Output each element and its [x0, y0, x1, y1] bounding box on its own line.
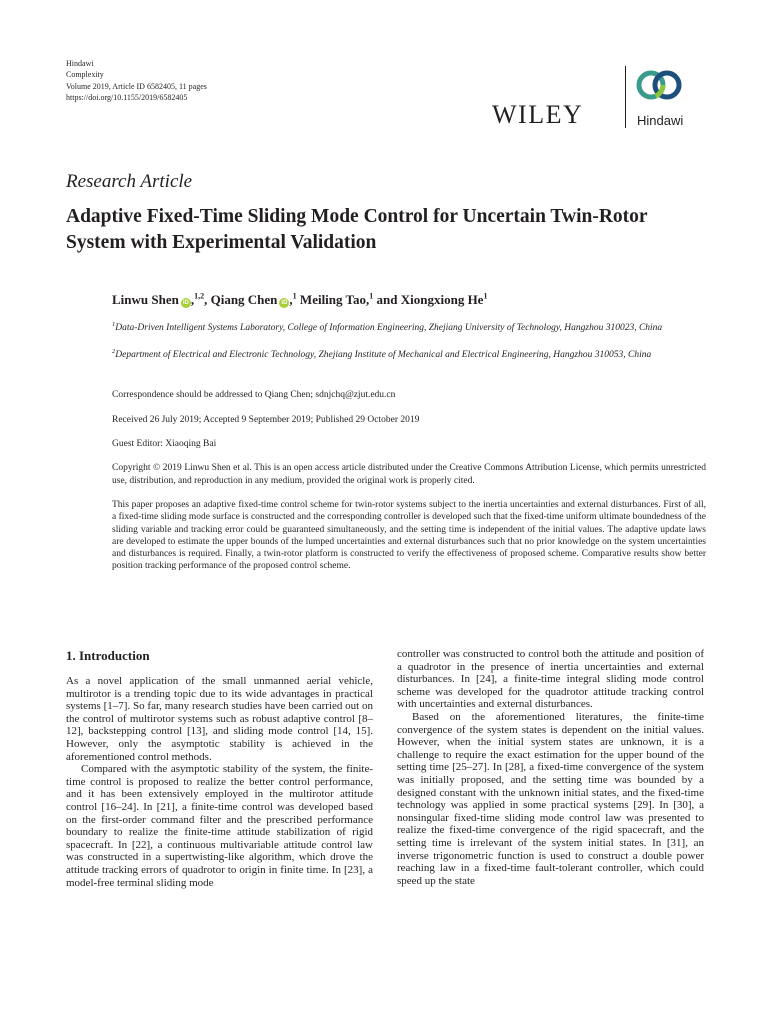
affiliation-1 [112, 322, 682, 336]
body-column-right [397, 648, 704, 887]
doi-link[interactable]: https://doi.org/10.1155/2019/6582405 [66, 92, 188, 102]
author-affiliation-sup: 1 [292, 291, 297, 301]
orcid-icon[interactable]: iD [182, 300, 189, 306]
body-column-left [66, 675, 373, 889]
author-name: Qiang Chen [210, 292, 278, 307]
correspondence: Correspondence should be addressed to Qiang Chen; sdnjchq@zjut.edu.cn [112, 390, 396, 400]
paragraph: As a novel application of the small unmanned aerial vehicle, multirotor is a trending topic due to its wide advantages in practical systems [1–7]. So far, many research studies have been carried out on the control of multirotor systems such as robust adaptive control [8–12], backstepping control [13], and sliding mode control [14, 15]. However, only the asymptotic stability is achieved in the aforementioned control methods. [66, 675, 373, 763]
publisher-name: Hindawi [66, 59, 94, 68]
affiliation-1-text: Data-Driven Intelligent Systems Laboratory, College of Information Engineering, Zhejiang University of Technology, Hangzhou 310023, China [115, 323, 663, 333]
wiley-logo: WILEY [492, 100, 584, 129]
section-title: 1. Introduction [66, 648, 150, 663]
author-affiliation-sup: 1 [369, 291, 374, 301]
affiliation-2 [112, 349, 682, 363]
affiliation-2-text: Department of Electrical and Electronic Technology, Zhejiang Institute of Mechanical and Electrical Engineering, Hangzhou 310053, China [115, 350, 652, 360]
affiliation-2-sup: 2 [112, 347, 116, 355]
author-affiliation-sup: 1 [483, 291, 488, 301]
author-affiliation-sup: 1,2 [194, 291, 205, 301]
paragraph: controller was constructed to control both the attitude and position of a quadrotor in the presence of inertia uncertainties and external disturbances. In [24], a finite-time integral sliding mode control scheme was developed for the quadrotor attitude tracking control with uncertainties and external disturbances. [397, 648, 704, 711]
dates: Received 26 July 2019; Accepted 9 September 2019; Published 29 October 2019 [112, 415, 420, 425]
paragraph: Compared with the asymptotic stability of the system, the finite-time control is proposed to realize the better control performance, and it has been extensively employed in the multirotor attitude control [16–24]. In [21], a finite-time control was developed based on the first-order command filter and the prescribed performance boundary to realize the finite-time attitude stabilization of rigid spacecraft. In [22], a continuous multivariable attitude control law was constructed in a supertwisting-like algorithm, which drove the attitude tracking errors of quadrotor to origin in finite time. In [23], a model-free terminal sliding mode [66, 763, 373, 889]
article-type: Research Article [66, 171, 193, 192]
paragraph: Based on the aforementioned literatures, the finite-time convergence of the system states is dependent on the initial values. However, when the initial system states are unknown, it is a challenge to require the exact estimation for the upper bound of the setting time [25–27]. In [28], a fixed-time convergence of the system was initially proposed, and the setting time was bounded by a designed constant with the unknown initial states, and the fixed-time technology was applied in some practical systems [29]. In [30], a nonsingular fixed-time sliding mode control law was presented to realize the fixed-time convergence of the rigid spacecraft, and the setting time is irrelevant of the system initial states. In [31], an inverse trigonometric function is used to construct a double power reaching law in a fixed-time fault-tolerant controller, which could speed up the state [397, 710, 704, 887]
volume-line: Volume 2019, Article ID 6582405, 11 pages [66, 81, 207, 91]
guest-editor: Guest Editor: Xiaoqing Bai [112, 439, 217, 449]
author-name: Linwu Shen [112, 292, 179, 307]
hindawi-rings-icon [636, 64, 684, 110]
journal-name: Complexity [66, 70, 104, 80]
author-list: Linwu Shen iD ,$^{1,2}$, Qiang Chen iD ,$^1$ Meiling Tao,$^1$ and Xiongxiong He$^1$ [112, 291, 488, 307]
journal-meta [66, 58, 207, 103]
logo-divider [625, 66, 626, 128]
abstract: This paper proposes an adaptive fixed-time control scheme for twin-rotor systems subject to the inertia uncertainties and external disturbances. First of all, a fixed-time sliding mode surface is constructed and the corresponding controller is developed such that the fixed-time uniform ultimate boundedness of the sliding variable and tracking error could be guaranteed simultaneously, and the setting time is independent of the initial values. The adaptive update laws are developed to estimate the upper bounds of the lumped uncertainties and external disturbances such that no prior knowledge on the system uncertainties and disturbances is required. Finally, a twin-rotor platform is constructed to verify the effectiveness of proposed scheme. Comparative results show better position tracking performance of the proposed control scheme. [112, 500, 706, 572]
author-name: Xiongxiong He [400, 292, 484, 307]
copyright-notice: Copyright © 2019 Linwu Shen et al. This is an open access article distributed under the Creative Commons Attribution License, which permits unrestricted use, distribution, and reproduction in any medium, provided the original work is properly cited. [112, 463, 706, 486]
article-title: Adaptive Fixed-Time Sliding Mode Control for Uncertain Twin-Rotor System with Experimental Validation [66, 206, 648, 253]
author-name: Meiling Tao, [299, 292, 370, 307]
orcid-icon[interactable]: iD [281, 300, 288, 306]
hindawi-logo-text: Hindawi [637, 113, 684, 128]
affiliation-1-sup: 1 [112, 320, 116, 328]
